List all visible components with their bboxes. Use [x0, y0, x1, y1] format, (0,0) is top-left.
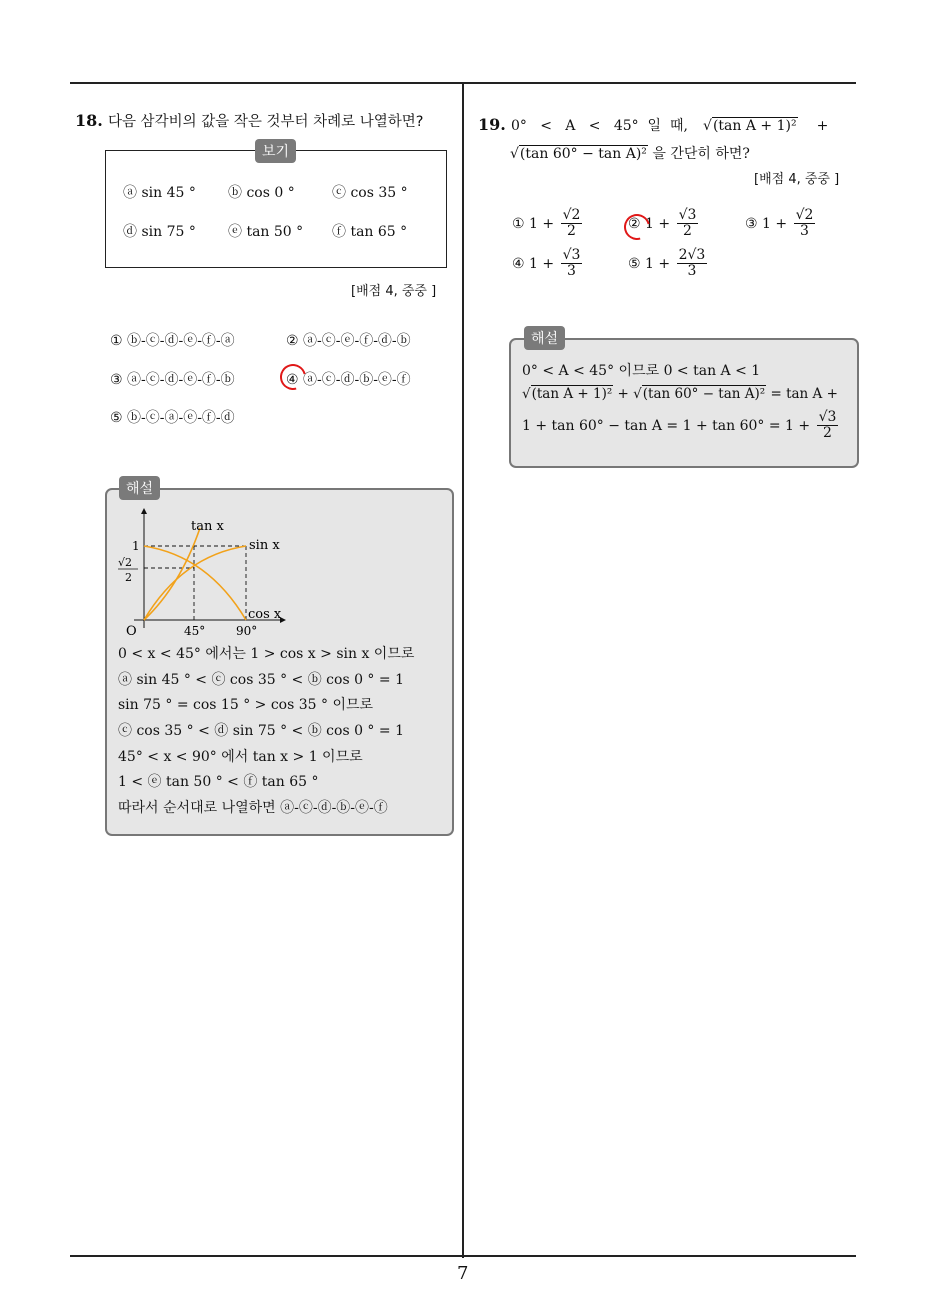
y-one-label: 1	[132, 539, 140, 553]
q19-question-part1: 0° < A < 45° 일 때,	[510, 118, 688, 134]
q19-solution-label: 해설	[524, 326, 565, 350]
q18-box-item: ⓕ tan 65 °	[332, 224, 408, 240]
q18-question: 다음 삼각비의 값을 작은 것부터 차례로 나열하면?	[107, 114, 424, 130]
sin-label: sin x	[249, 538, 280, 553]
q18-example-box	[105, 150, 447, 268]
q19-choice-4[interactable]: ④ 1 + $\frac{√3}{3}$	[512, 247, 581, 280]
q19-line1: 19. 0° < A < 45° 일 때, √(tan A + 1)² +	[478, 115, 829, 134]
q18-header	[75, 110, 423, 131]
q18-solution-line: ⓐ sin 45 ° < ⓒ cos 35 ° < ⓑ cos 0 ° = 1	[118, 672, 404, 688]
q18-choice-5[interactable]: ⑤ ⓑ-ⓒ-ⓐ-ⓔ-ⓕ-ⓓ	[110, 410, 235, 426]
tan-label: tan x	[191, 519, 224, 534]
q18-choice-4[interactable]: ④ ⓐ-ⓒ-ⓓ-ⓑ-ⓔ-ⓕ	[286, 372, 411, 388]
q18-box-item: ⓓ sin 75 °	[123, 224, 196, 240]
q18-number: 18.	[75, 111, 103, 130]
q19-root1: (tan A + 1)²	[712, 118, 797, 134]
q18-choice-2[interactable]: ② ⓐ-ⓒ-ⓔ-ⓕ-ⓓ-ⓑ	[286, 333, 411, 349]
q18-solution-line: sin 75 ° = cos 15 ° > cos 35 ° 이므로	[118, 697, 374, 713]
q18-solution-label: 해설	[119, 476, 160, 500]
q19-solution-line2: √(tan A + 1)² + √(tan 60° − tan A)² = tan A +	[522, 386, 838, 402]
q19-choice-1[interactable]: ① 1 + $\frac{√2}{2}$	[512, 207, 581, 240]
y-sqrt2-den: 2	[125, 571, 132, 584]
q18-solution-line: 45° < x < 90° 에서 tan x > 1 이므로	[118, 749, 363, 765]
q18-box-item: ⓑ cos 0 °	[228, 185, 295, 201]
cos-label: cos x	[248, 607, 282, 622]
y-sqrt2-num: √2	[118, 556, 133, 569]
q19-question-part2: 을 간단히 하면?	[652, 146, 750, 162]
sin-curve	[144, 546, 246, 620]
q19-plus: +	[816, 118, 829, 134]
q19-choice-2[interactable]: ② 1 + $\frac{√3}{2}$	[628, 207, 697, 240]
q18-box-item: ⓔ tan 50 °	[228, 224, 304, 240]
q19-choice-5[interactable]: ⑤ 1 + $\frac{2√3}{3}$	[628, 247, 706, 280]
q18-box-item: ⓒ cos 35 °	[332, 185, 408, 201]
q19-root2: (tan 60° − tan A)²	[519, 146, 647, 162]
q19-line2: √(tan 60° − tan A)² 을 간단히 하면?	[510, 146, 750, 162]
y-axis-arrow	[141, 508, 147, 514]
q19-solution-line3: 1 + tan 60° − tan A = 1 + tan 60° = 1 + $\frac{√3}{2}$	[522, 409, 837, 442]
origin-label: O	[126, 624, 137, 639]
q18-choice-3[interactable]: ③ ⓐ-ⓒ-ⓓ-ⓔ-ⓕ-ⓑ	[110, 372, 235, 388]
page-number: 7	[457, 1263, 469, 1284]
q19-solution-line1: 0° < A < 45° 이므로 0 < tan A < 1	[522, 363, 761, 379]
q18-example-label: 보기	[255, 139, 296, 163]
column-divider	[462, 82, 464, 1258]
q18-choice-1[interactable]: ① ⓑ-ⓒ-ⓓ-ⓔ-ⓕ-ⓐ	[110, 333, 235, 349]
q19-solution-box	[509, 338, 859, 468]
q18-solution-line: 0 < x < 45° 에서는 1 > cos x > sin x 이므로	[118, 646, 415, 662]
x90-label: 90°	[236, 624, 258, 638]
q18-meta: [배점 4, 중중 ]	[351, 284, 437, 299]
q18-solution-line: 따라서 순서대로 나열하면 ⓐ-ⓒ-ⓓ-ⓑ-ⓔ-ⓕ	[118, 800, 388, 816]
q18-solution-line: ⓒ cos 35 ° < ⓓ sin 75 ° < ⓑ cos 0 ° = 1	[118, 723, 404, 739]
q19-choice-3[interactable]: ③ 1 + $\frac{√2}{3}$	[745, 207, 814, 240]
q19-number: 19.	[478, 115, 506, 134]
q18-trig-graph	[112, 508, 287, 640]
q19-meta: [배점 4, 중중 ]	[754, 172, 840, 187]
q18-answer-mark	[275, 359, 311, 395]
q18-solution-line: 1 < ⓔ tan 50 ° < ⓕ tan 65 °	[118, 774, 319, 790]
cos-curve	[144, 546, 246, 620]
q18-box-item: ⓐ sin 45 °	[123, 185, 196, 201]
x45-label: 45°	[184, 624, 206, 638]
